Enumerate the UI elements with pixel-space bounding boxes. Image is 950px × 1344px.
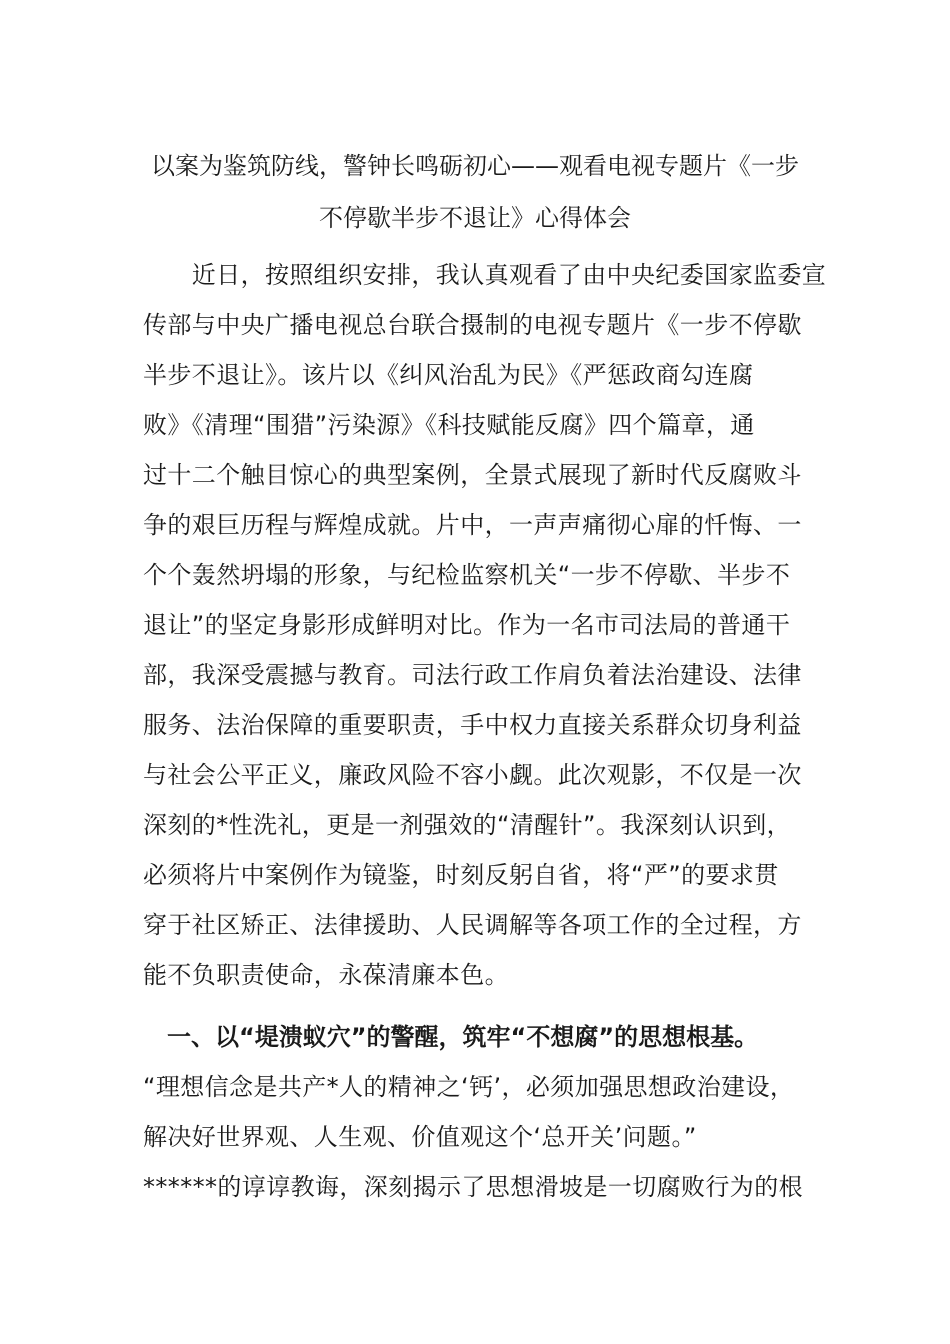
paragraph-line: 能不负职责使命，永葆清廉本色。 [143,961,509,989]
section-1-paragraph [143,1062,833,1212]
paragraph-line: 解决好世界观、人生观、价值观这个‘总开关’问题。” [143,1123,697,1151]
paragraph-line: 传部与中央广播电视总台联合摄制的电视专题片《一步不停歇 [143,311,802,339]
paragraph-line: 个个轰然坍塌的形象，与纪检监察机关“一步不停歇、半步不 [143,561,791,589]
document-title [120,140,830,244]
section-1-heading: 一、以“堤溃蚁穴”的警醒，筑牢“不想腐”的思想根基。 [143,1023,759,1051]
paragraph-line: 半步不退让》。该片以《纠风治乱为民》《严惩政商勾连腐 [143,361,754,389]
paragraph-line: 穿于社区矫正、法律援助、人民调解等各项工作的全过程，方 [143,911,802,939]
paragraph-line: 近日，按照组织安排，我认真观看了由中央纪委国家监委宣 [143,261,827,289]
intro-paragraph [143,250,833,1000]
paragraph-line: 退让”的坚定身影形成鲜明对比。作为一名市司法局的普通干 [143,611,791,639]
paragraph-line: 与社会公平正义，廉政风险不容小觑。此次观影，不仅是一次 [143,761,802,789]
paragraph-line: “理想信念是共产*人的精神之‘钙’，必须加强思想政治建设， [143,1073,795,1101]
paragraph-line: 部，我深受震撼与教育。司法行政工作肩负着法治建设、法律 [143,661,802,689]
paragraph-line: 败》《清理“围猎”污染源》《科技赋能反腐》四个篇章，通 [143,411,755,439]
paragraph-line: 争的艰巨历程与辉煌成就。片中，一声声痛彻心扉的忏悔、一 [143,511,802,539]
paragraph-line: 必须将片中案例作为镜鉴，时刻反躬自省，将“严”的要求贯 [143,861,779,889]
paragraph-line: 服务、法治保障的重要职责，手中权力直接关系群众切身利益 [143,711,802,739]
title-line-2: 不停歇半步不退让》心得体会 [319,204,631,232]
paragraph-line: ******的谆谆教诲，深刻揭示了思想滑坡是一切腐败行为的根 [143,1173,803,1201]
paragraph-line: 过十二个触目惊心的典型案例，全景式展现了新时代反腐败斗 [143,461,802,489]
paragraph-line: 深刻的*性洗礼，更是一剂强效的“清醒针”。我深刻认识到， [143,811,792,839]
title-line-1: 以案为鉴筑防线，警钟长鸣砺初心——观看电视专题片《一步 [151,152,799,180]
